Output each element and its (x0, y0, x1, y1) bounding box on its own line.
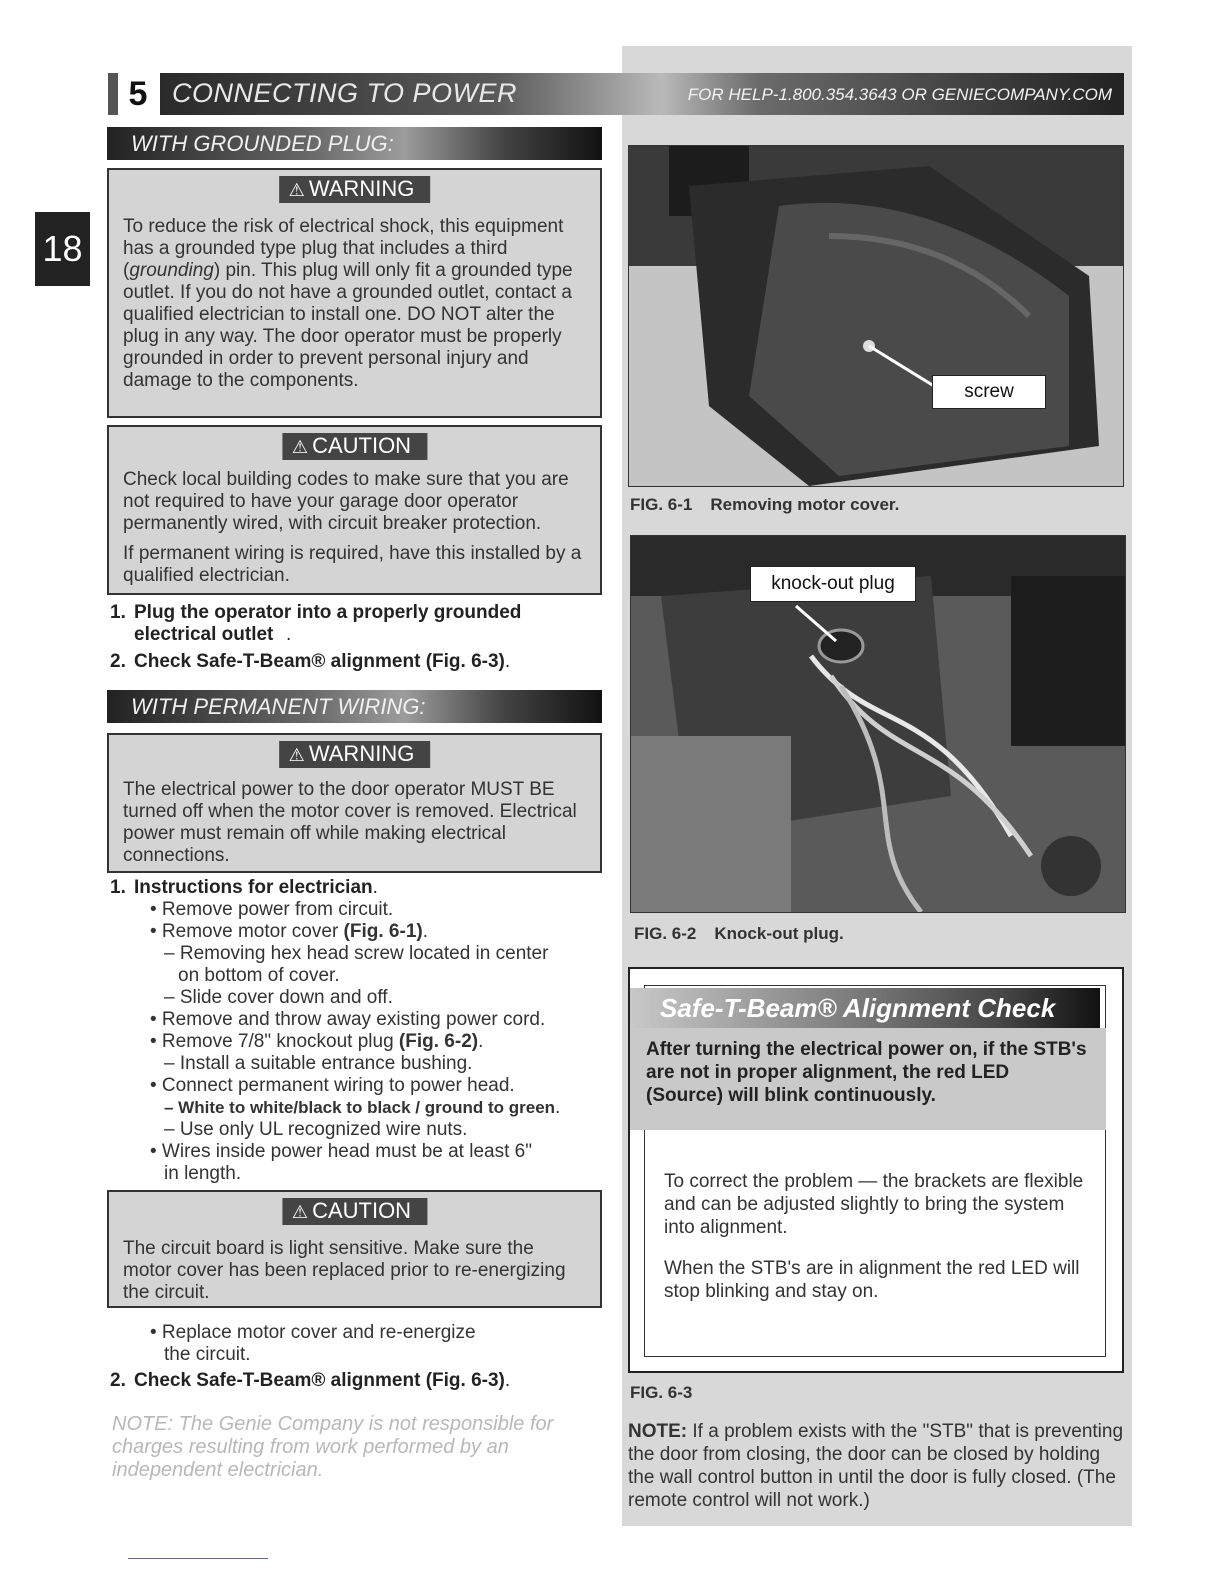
permanent-wiring-heading: WITH PERMANENT WIRING: (107, 690, 602, 723)
instruction-subitem: – Use only UL recognized wire nuts. (164, 1119, 468, 1140)
page-number: 18 (35, 212, 90, 286)
motor-cover-image (629, 146, 1123, 486)
knockout-plug-callout: knock-out plug (750, 566, 916, 602)
stb-paragraph-2: When the STB's are in alignment the red LED will stop blinking and stay on. (664, 1258, 1080, 1302)
caution-text-1: Check local building codes to make sure that you are not required to have your garage door operator permanently wired, with circuit breaker protection. (123, 469, 569, 534)
warning-triangle-icon: ⚠ (291, 1202, 309, 1222)
instruction-item: • Remove and throw away existing power cord. (150, 1009, 546, 1030)
warning-triangle-icon: ⚠ (291, 437, 309, 457)
instruction-subitem-bold: – White to white/black to black / ground to green. (164, 1097, 561, 1118)
help-line: FOR HELP-1.800.354.3643 OR GENIECOMPANY.COM (687, 85, 1112, 104)
warning-label: WARNING (308, 176, 415, 201)
screw-callout: screw (932, 375, 1046, 409)
grounded-caution-box (107, 425, 602, 595)
grounded-step-1: 1. Plug the operator into a properly grounded electrical outlet . (110, 602, 522, 645)
warning-triangle-icon: ⚠ (288, 745, 305, 765)
fig-6-1-photo (628, 145, 1124, 487)
warning-tag (279, 741, 431, 768)
warning-text: To reduce the risk of electrical shock, this equipment has a grounded type plug that includes a third (grounding) pin. This plug will only fit a grounded type outlet. If you do not have a grounded outlet, contact a qualified electrician to install one. DO NOT alter the plug in any way. The door operator must be properly grounded in order to prevent personal injury and damage to the components. (123, 216, 573, 391)
grounded-plug-heading: WITH GROUNDED PLUG: (107, 127, 602, 160)
caution-text: The circuit board is light sensitive. Make sure the motor cover has been replaced prior to re-energizing the circuit. (123, 1238, 566, 1303)
instruction-item: • Remove power from circuit. (150, 899, 394, 920)
instruction-item: • Replace motor cover and re-energize (150, 1322, 476, 1343)
instruction-item-cont: in length. (164, 1163, 242, 1184)
electrician-instructions (134, 899, 604, 1185)
permanent-warning-box (107, 733, 602, 873)
caution-tag (282, 433, 427, 460)
footer-line (128, 1558, 268, 1559)
caution-label: CAUTION (312, 1198, 412, 1223)
warning-text: The electrical power to the door operator MUST BE turned off when the motor cover is removed. Electrical power must remain off while making electrical connections. (123, 779, 577, 866)
grounded-step-2: 2. Check Safe-T-Beam® alignment (Fig. 6-3). (110, 651, 511, 672)
permanent-step-2: 2. Check Safe-T-Beam® alignment (Fig. 6-3). (110, 1370, 511, 1391)
fig-6-1-caption: FIG. 6-1 Removing motor cover. (630, 495, 900, 514)
fig-6-2-caption: FIG. 6-2 Knock-out plug. (634, 924, 844, 943)
liability-note: NOTE: The Genie Company is not responsible for charges resulting from work performed by an independent electrician. (112, 1413, 554, 1481)
instruction-subitem: – Slide cover down and off. (164, 987, 393, 1008)
section-title: CONNECTING TO POWER (172, 78, 518, 108)
instruction-subitem: – Removing hex head screw located in center (164, 943, 549, 964)
instruction-item-cont: the circuit. (164, 1344, 251, 1365)
warning-triangle-icon: ⚠ (288, 180, 305, 200)
stb-body (664, 1170, 1094, 1321)
header-accent (108, 73, 118, 115)
caution-label: CAUTION (312, 433, 412, 458)
stb-paragraph-1: To correct the problem — the brackets are flexible and can be adjusted slightly to bring the system into alignment. (664, 1171, 1084, 1238)
warning-tag (279, 176, 431, 203)
caution-text-2: If permanent wiring is required, have this installed by a qualified electrician. (123, 543, 582, 586)
section-number: 5 (118, 73, 158, 115)
permanent-caution-box (107, 1190, 602, 1308)
instruction-item: • Remove 7/8" knockout plug (Fig. 6-2). (150, 1031, 484, 1052)
caution-tag (282, 1198, 427, 1225)
stb-warning: After turning the electrical power on, if the STB's are not in proper alignment, the red LED (Source) will blink continuously. (630, 1028, 1106, 1130)
instruction-subitem-cont: on bottom of cover. (178, 965, 340, 986)
instruction-item: • Wires inside power head must be at least 6" (150, 1141, 532, 1162)
grounded-warning-box (107, 168, 602, 418)
permanent-step-1: 1. Instructions for electrician. (110, 877, 378, 898)
stb-note: NOTE: If a problem exists with the "STB" that is preventing the door from closing, the door can be closed by holding the wall control button in until the door is fully closed. (The remote control will not work.) (628, 1421, 1124, 1511)
instruction-item: • Remove motor cover (Fig. 6-1). (150, 921, 428, 942)
reenergize-instruction (134, 1322, 604, 1366)
instruction-item: • Connect permanent wiring to power head. (150, 1075, 515, 1096)
warning-label: WARNING (308, 741, 415, 766)
fig-6-3-caption: FIG. 6-3 (630, 1383, 693, 1402)
instruction-subitem: – Install a suitable entrance bushing. (164, 1053, 473, 1074)
stb-title: Safe-T-Beam® Alignment Check (630, 988, 1100, 1028)
